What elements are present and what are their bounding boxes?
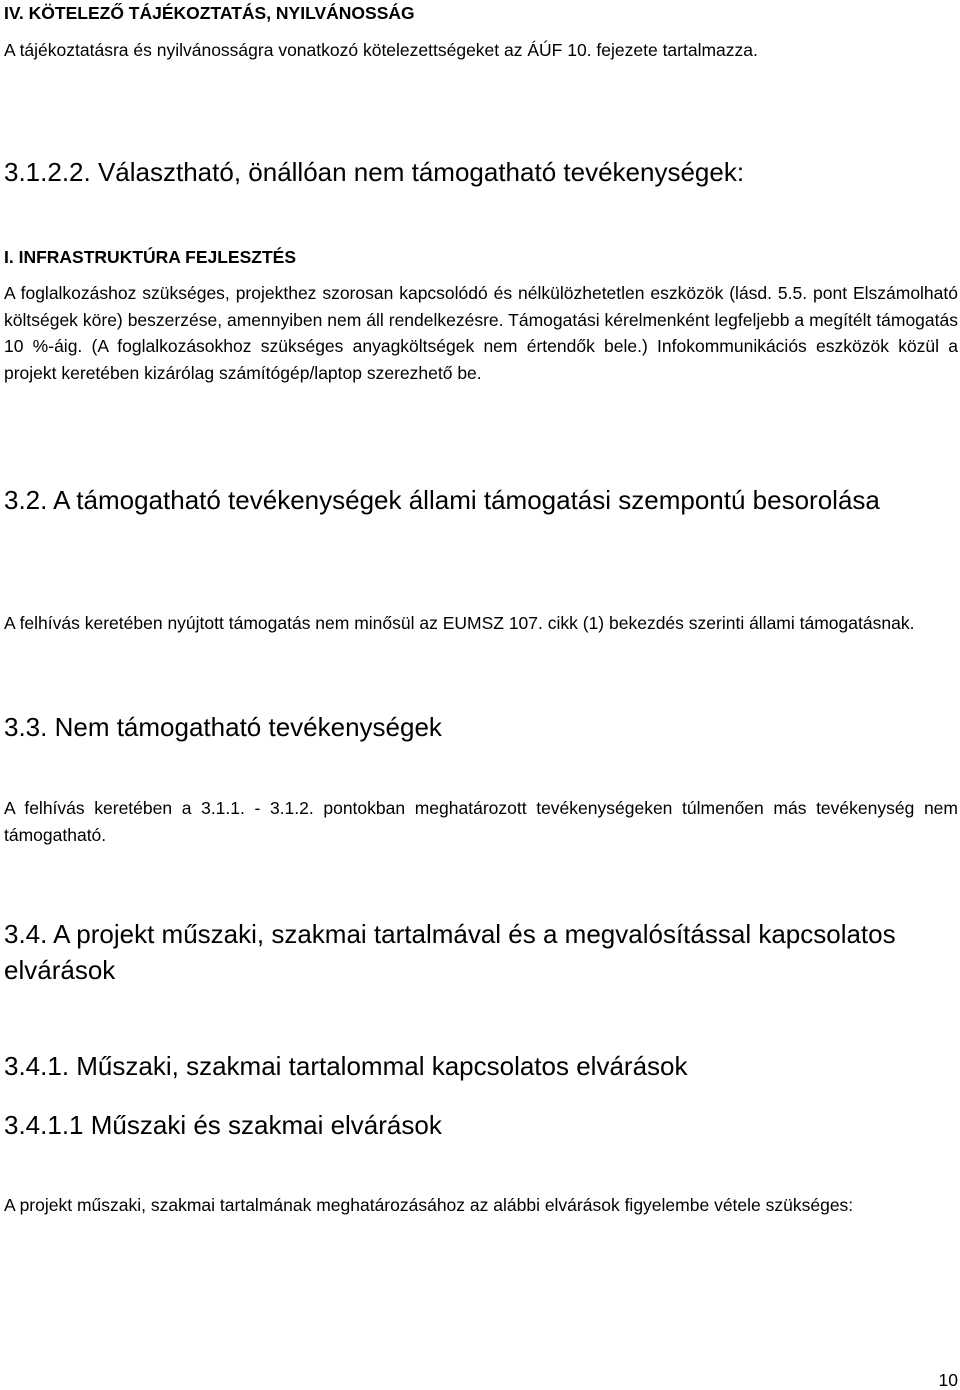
section-3-4-heading: 3.4. A projekt műszaki, szakmai tartalmával és a megvalósítással kapcsolatos elvárások (4, 919, 896, 985)
section-3-4-1-1-heading: 3.4.1.1 Műszaki és szakmai elvárások (4, 1110, 442, 1140)
page-number: 10 (938, 1370, 958, 1390)
section-3-3-heading: 3.3. Nem támogatható tevékenységek (4, 712, 442, 742)
section-3-2-heading: 3.2. A támogatható tevékenységek állami támogatási szempontú besorolása (4, 485, 880, 515)
section-3-1-2-2-heading: 3.1.2.2. Választható, önállóan nem támogatható tevékenységek: (4, 157, 745, 187)
section-3-3-text: A felhívás keretében a 3.1.1. - 3.1.2. pontokban meghatározott tevékenységeken túlmenően más tevékenység nem támogatható. (4, 798, 958, 845)
section-3-1-2-2-text: A foglalkozáshoz szükséges, projekthez szorosan kapcsolódó és nélkülözhetetlen eszközök (lásd. 5.5. pont Elszámolható költségek köre) beszerzése, amennyiben nem áll rendelkezésre. Támogatási kérelmenként legfeljebb a megítélt támogatás 10 %-áig. (A foglalkozásokhoz szükséges anyagköltségek nem értendők bele.) Infokommunikációs eszközök közül a projekt keretében kizárólag számítógép/laptop szerezhető be. (4, 283, 958, 383)
section-3-4-1-heading: 3.4.1. Műszaki, szakmai tartalommal kapcsolatos elvárások (4, 1051, 688, 1081)
section-3-1-2-2-subheading: I. INFRASTRUKTÚRA FEJLESZTÉS (4, 247, 296, 267)
section-iv-heading: IV. KÖTELEZŐ TÁJÉKOZTATÁS, NYILVÁNOSSÁG (4, 3, 415, 23)
section-3-4-1-1-text: A projekt műszaki, szakmai tartalmának meghatározásához az alábbi elvárások figyelembe vétele szükséges: (4, 1195, 854, 1215)
section-iv-text: A tájékoztatásra és nyilvánosságra vonatkozó kötelezettségeket az ÁÚF 10. fejezete tartalmazza. (4, 40, 758, 60)
section-3-2-text: A felhívás keretében nyújtott támogatás nem minősül az EUMSZ 107. cikk (1) bekezdés szerinti állami támogatásnak. (4, 613, 915, 633)
